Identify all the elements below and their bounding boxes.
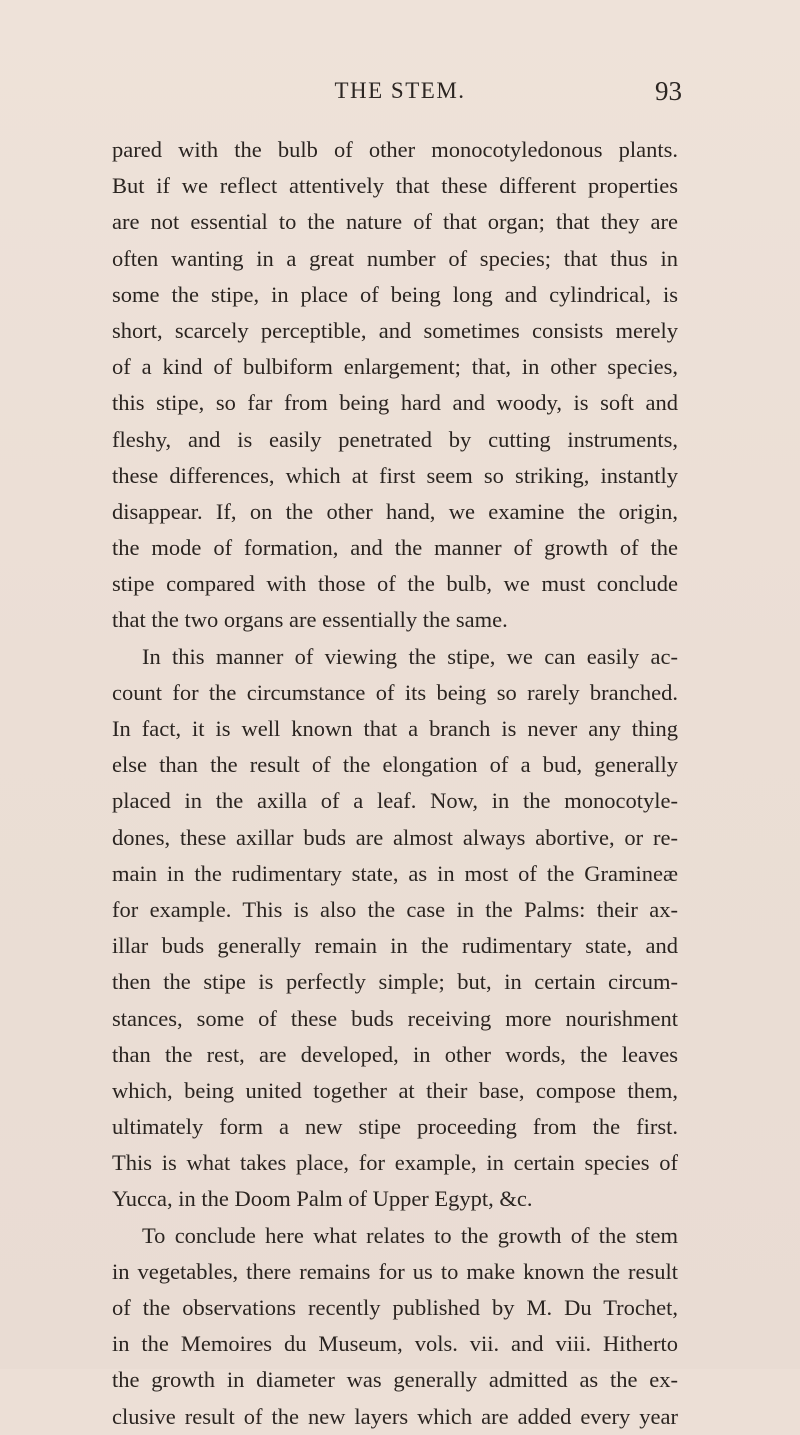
text-line: of the observations recently published by M. Du Trochet, xyxy=(112,1295,678,1320)
text-line: placed in the axilla of a leaf. Now, in the monocotyle- xyxy=(112,788,678,814)
text-line: clusive result of the new layers which are added every year xyxy=(112,1403,678,1429)
text-line: stances, some of these buds receiving more nourishment xyxy=(112,1005,678,1031)
text-line: are not essential to the nature of that organ; that they are xyxy=(112,209,678,235)
page-number: 93 xyxy=(655,76,682,106)
text-line: then the stipe is perfectly simple; but, in certain circum- xyxy=(112,969,678,995)
text-line: Yucca, in the Doom Palm of Upper Egypt, &c. xyxy=(112,1186,533,1212)
text-line: stipe compared with those of the bulb, we must conclude xyxy=(112,571,678,597)
text-line: often wanting in a great number of species; that thus in xyxy=(112,245,678,271)
running-title: THE STEM. xyxy=(334,78,466,103)
text-line: dones, these axillar buds are almost always abortive, or re- xyxy=(112,824,678,850)
text-line: this stipe, so far from being hard and woody, is soft and xyxy=(112,390,678,416)
text-line: fleshy, and is easily penetrated by cutting instruments, xyxy=(112,426,678,452)
text-line: pared with the bulb of other monocotyledonous plants. xyxy=(112,137,678,162)
text-line: some the stipe, in place of being long and cylindrical, is xyxy=(112,281,678,307)
text-line: In fact, it is well known that a branch is never any thing xyxy=(112,716,678,741)
text-line: This is what takes place, for example, in certain species of xyxy=(112,1150,678,1176)
text-line: than the rest, are developed, in other words, the leaves xyxy=(112,1041,678,1067)
body-text xyxy=(112,132,678,1435)
text-line: in the Memoires du Museum, vols. vii. and viii. Hitherto xyxy=(112,1331,678,1357)
text-line: else than the result of the elongation of a bud, generally xyxy=(112,752,678,778)
text-line: the mode of formation, and the manner of growth of the xyxy=(112,535,678,561)
text-line: in vegetables, there remains for us to make known the result xyxy=(112,1258,678,1284)
paragraph-start-line: In this manner of viewing the stipe, we can easily ac- xyxy=(142,643,678,669)
running-head xyxy=(0,78,800,114)
text-line: these differences, which at first seem so striking, instantly xyxy=(112,462,678,488)
text-line: But if we reflect attentively that these different properties xyxy=(112,173,678,199)
text-line: disappear. If, on the other hand, we examine the origin, xyxy=(112,498,678,524)
text-line: that the two organs are essentially the same. xyxy=(112,607,508,633)
text-line: of a kind of bulbiform enlargement; that, in other species, xyxy=(112,354,678,380)
paragraph-start-line: To conclude here what relates to the growth of the stem xyxy=(142,1222,678,1248)
text-line: illar buds generally remain in the rudimentary state, and xyxy=(112,933,678,959)
text-line: main in the rudimentary state, as in most of the Gramineæ xyxy=(112,860,678,886)
text-line: the growth in diameter was generally admitted as the ex- xyxy=(112,1367,678,1393)
text-line: short, scarcely perceptible, and sometimes consists merely xyxy=(112,317,678,343)
text-line: ultimately form a new stipe proceeding from the first. xyxy=(112,1114,678,1140)
text-line: which, being united together at their base, compose them, xyxy=(112,1077,678,1103)
text-line: count for the circumstance of its being so rarely branched. xyxy=(112,679,678,705)
text-line: for example. This is also the case in the Palms: their ax- xyxy=(112,896,678,922)
